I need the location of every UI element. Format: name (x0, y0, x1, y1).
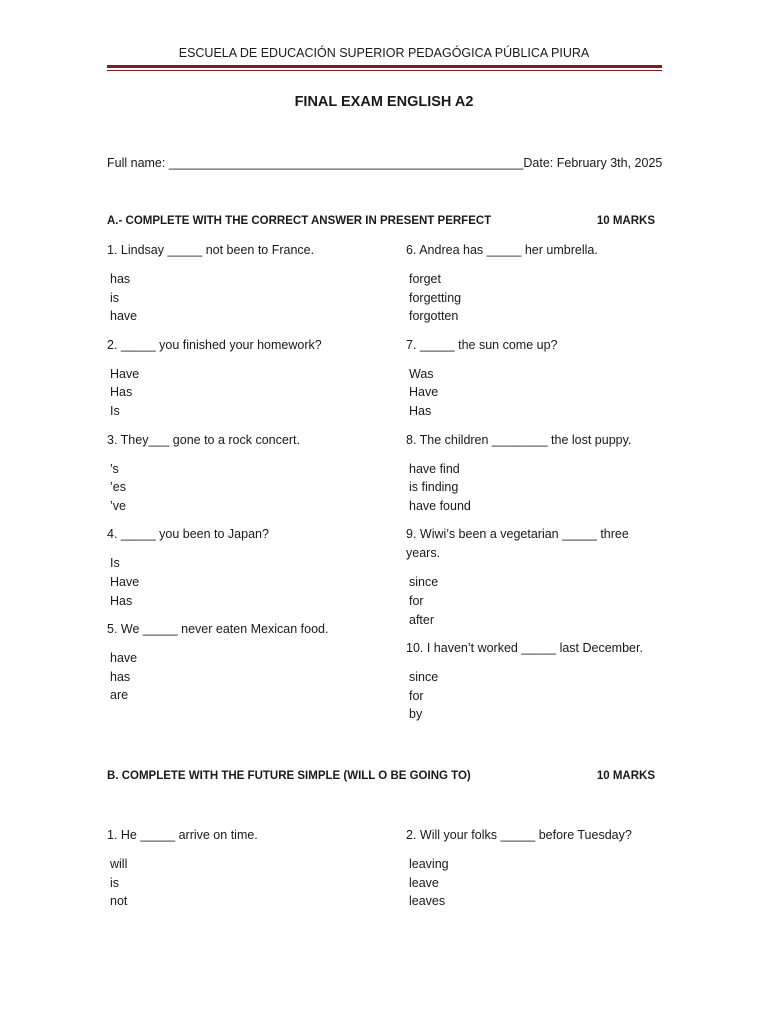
exam-title: FINAL EXAM ENGLISH A2 (294, 94, 474, 110)
options (409, 365, 646, 421)
option[interactable]: for (409, 593, 424, 608)
options (409, 855, 646, 911)
option[interactable]: Have (110, 366, 140, 381)
option[interactable]: Is (110, 556, 120, 571)
options (110, 365, 367, 421)
option[interactable]: forget (409, 272, 441, 286)
option[interactable]: not (110, 894, 128, 909)
option[interactable]: forgotten (409, 309, 459, 324)
header-rule-thick (107, 65, 662, 68)
question-3 (107, 431, 367, 516)
option[interactable]: ’ve (110, 498, 126, 513)
options (409, 270, 646, 326)
section-b-heading (107, 770, 655, 782)
option[interactable]: has (110, 272, 131, 286)
question-text: 8. The children ________ the lost puppy. (406, 432, 632, 447)
question-text: 2. _____ you finished your homework? (107, 337, 322, 352)
options (110, 270, 367, 326)
options (409, 573, 646, 629)
option[interactable]: since (409, 575, 439, 590)
question-text: 10. I haven’t worked _____ last December. (406, 641, 643, 656)
section-b-title: B. COMPLETE WITH THE FUTURE SIMPLE (WILL O BE GOING TO) (107, 770, 471, 782)
section-b-right-column (406, 826, 646, 921)
section-a-heading (107, 215, 655, 227)
option[interactable]: by (409, 707, 423, 722)
option[interactable]: leave (409, 875, 439, 890)
question-text: 1. He _____ arrive on time. (107, 828, 258, 842)
option[interactable]: is (110, 875, 120, 890)
options (409, 460, 646, 516)
question-2 (107, 336, 367, 421)
question-6 (406, 241, 646, 326)
options (110, 855, 367, 911)
question-5 (107, 620, 367, 705)
section-a-marks: 10 MARKS (596, 215, 655, 227)
header-rule-thin (107, 70, 662, 71)
option[interactable]: is finding (409, 480, 459, 495)
question-text: 1. Lindsay _____ not been to France. (107, 243, 315, 257)
question-text: 9. Wiwi’s been a vegetarian _____ three years. (406, 527, 629, 561)
option[interactable]: are (110, 688, 129, 703)
question-text: 2. Will your folks _____ before Tuesday? (406, 828, 632, 842)
option[interactable]: have find (409, 461, 460, 476)
question-10 (406, 639, 646, 724)
question-text: 5. We _____ never eaten Mexican food. (107, 622, 329, 637)
option[interactable]: for (409, 688, 424, 703)
section-a-right-column (406, 241, 646, 734)
question-1 (107, 241, 367, 326)
options (409, 668, 646, 724)
section-a-title: A.- COMPLETE WITH THE CORRECT ANSWER IN PRESENT PERFECT (107, 215, 492, 227)
name-date-line (107, 156, 662, 170)
question-9 (406, 525, 646, 629)
option[interactable]: has (110, 669, 131, 684)
school-header: ESCUELA DE EDUCACIÓN SUPERIOR PEDAGÓGICA PÚBLICA PIURA (178, 46, 590, 60)
option[interactable]: Was (409, 366, 434, 381)
section-b-left-column (107, 826, 367, 921)
option[interactable]: Have (409, 385, 439, 400)
option[interactable]: have (110, 309, 138, 324)
option[interactable]: forgetting (409, 290, 462, 305)
section-b-marks: 10 MARKS (596, 770, 655, 782)
question-b1 (107, 826, 367, 911)
option[interactable]: have found (409, 498, 471, 513)
option[interactable]: ’s (110, 461, 119, 476)
option[interactable]: after (409, 612, 435, 627)
question-text: 4. _____ you been to Japan? (107, 527, 269, 542)
question-7 (406, 336, 646, 421)
question-8 (406, 431, 646, 516)
option[interactable]: will (110, 857, 128, 871)
question-text: 6. Andrea has _____ her umbrella. (406, 243, 598, 257)
options (110, 554, 367, 610)
option[interactable]: Has (110, 593, 133, 608)
full-name-field[interactable]: Full name: ___________________________________________________ (107, 156, 524, 170)
exam-date: Date: February 3th, 2025 (523, 156, 663, 170)
option[interactable]: leaves (409, 894, 446, 909)
option[interactable]: ’es (110, 480, 126, 495)
option[interactable]: Has (110, 385, 133, 400)
options (110, 460, 367, 516)
option[interactable]: leaving (409, 857, 449, 871)
question-text: 3. They___ gone to a rock concert. (107, 432, 300, 447)
option[interactable]: Have (110, 574, 140, 589)
question-text: 7. _____ the sun come up? (406, 337, 558, 352)
option[interactable]: Is (110, 403, 120, 418)
question-4 (107, 525, 367, 610)
option[interactable]: have (110, 651, 138, 666)
option[interactable]: is (110, 290, 120, 305)
question-b2 (406, 826, 646, 911)
option[interactable]: since (409, 670, 439, 685)
option[interactable]: Has (409, 403, 432, 418)
section-a-left-column (107, 241, 367, 715)
options (110, 649, 367, 705)
